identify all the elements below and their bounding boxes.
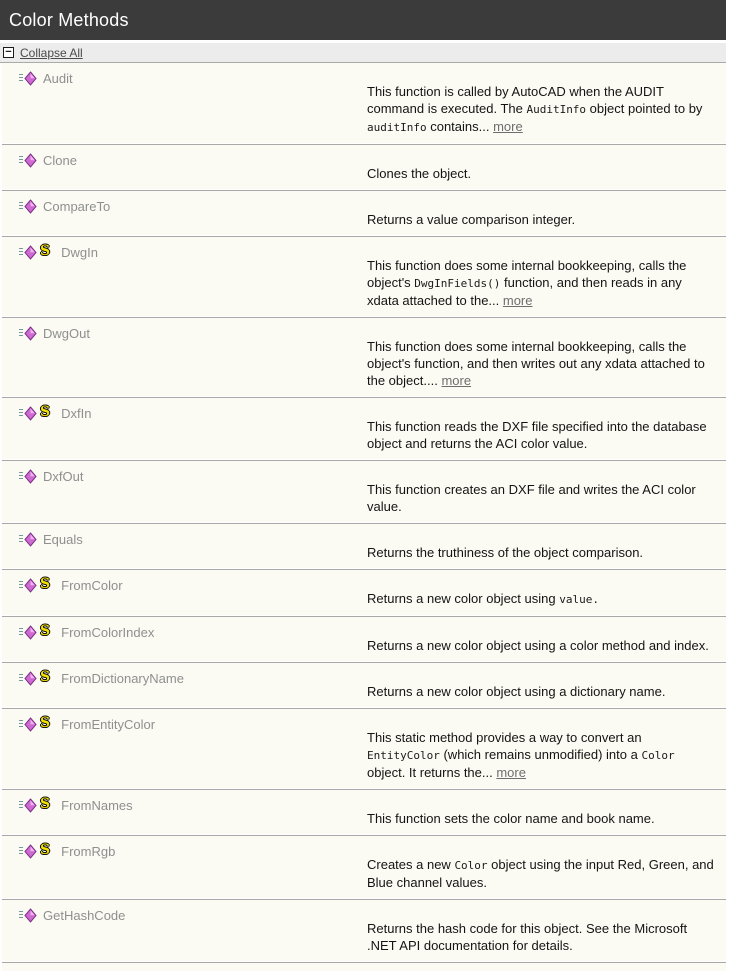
method-description [367,237,726,317]
more-link[interactable]: more [441,373,472,388]
method-header-cell [2,191,367,236]
method-description [367,398,726,460]
method-icon [19,532,38,547]
method-row [2,318,726,398]
description-text: contains... [426,119,494,134]
method-header-cell [2,663,367,708]
static-icon: S [40,669,51,685]
method-name-link[interactable]: DwgOut [43,326,90,341]
page-title: Color Methods [9,9,129,30]
method-description [367,709,726,789]
method-description [367,663,726,708]
method-icon [19,844,38,859]
method-name-link[interactable]: DxfOut [43,469,84,484]
description-text: Returns a new color object using [367,591,560,606]
method-icon [19,245,38,260]
description-text: This static method provides a way to convert an [367,730,642,745]
static-icon: S [40,243,51,259]
method-icon [19,908,38,923]
method-name-link[interactable]: DwgIn [61,245,98,260]
static-icon: S [40,715,51,731]
method-icon [19,153,38,168]
method-name-link[interactable]: FromColorIndex [61,625,155,640]
partial-next-row [2,963,726,971]
method-header-cell [2,63,367,144]
description-text: Returns a value comparison integer. [367,212,576,227]
description-text: function, and then reads in any xdata attached to the... [367,275,682,308]
description-text: Returns a new color object using a dictionary name. [367,684,666,699]
method-icon [19,671,38,686]
method-icon [19,326,38,341]
collapse-all-bar [0,43,726,63]
method-header-cell [2,570,367,616]
method-name-link[interactable]: FromNames [61,798,133,813]
method-icon [19,71,38,86]
description-text: (which remains unmodified) into a [439,747,642,762]
method-row [2,145,726,191]
method-name-link[interactable]: DxfIn [61,406,92,421]
method-row [2,900,726,963]
method-icon [19,406,38,421]
inline-code: DwgInFields() [414,277,501,290]
method-header-cell [2,900,367,962]
more-link[interactable]: more [496,765,526,780]
description-text: object. It returns the... [367,765,497,780]
description-text: object using the input Red, Green, and Blue channel values. [367,857,714,890]
collapse-all-icon[interactable]: − [3,47,14,58]
method-header-cell [2,237,367,317]
description-text: Returns a new color object using a color method and index. [367,638,709,653]
method-icon [19,469,38,484]
method-header-cell [2,790,367,835]
method-row [2,63,726,145]
method-description [367,145,726,190]
method-icon [19,625,38,640]
method-row [2,237,726,318]
description-text: Creates a new [367,857,455,872]
inline-code: Color [454,859,488,872]
description-text: Returns the hash code for this object. See the Microsoft .NET API documentation for details. [367,921,688,953]
description-text: This function sets the color name and book name. [367,811,655,826]
description-text: object pointed to by [586,101,703,116]
method-name-link[interactable]: GetHashCode [43,908,126,923]
inline-code: value. [559,593,599,606]
method-row [2,663,726,709]
method-description [367,191,726,236]
method-icon [19,717,38,732]
description-text: This function does some internal bookkeeping, calls the object's function, and then writes out any xdata attached to the object.... [367,339,705,388]
inline-code: EntityColor [367,749,440,762]
static-icon: S [40,404,51,420]
method-name-link[interactable]: Equals [43,532,83,547]
method-description [367,318,726,397]
inline-code: auditInfo [367,121,427,134]
method-description [367,836,726,899]
method-icon [19,199,38,214]
method-header-cell [2,524,367,569]
method-row [2,617,726,663]
description-text: This function is called by AutoCAD when the AUDIT command is executed. The [367,84,664,116]
inline-code: Color [641,749,675,762]
method-row [2,570,726,617]
method-name-link[interactable]: CompareTo [43,199,111,214]
method-name-link[interactable]: FromColor [61,578,123,593]
more-link[interactable]: more [493,119,523,134]
inline-code: AuditInfo [526,103,587,116]
method-header-cell [2,398,367,460]
method-description [367,900,726,962]
method-description [367,570,726,616]
method-name-link[interactable]: FromRgb [61,844,116,859]
method-row [2,398,726,461]
method-header-cell [2,461,367,523]
method-row [2,524,726,570]
page-header [0,0,726,40]
method-name-link[interactable]: Clone [43,153,77,168]
method-header-cell [2,318,367,397]
description-text: This function creates an DXF file and writes the ACI color value. [367,482,696,514]
method-description [367,63,726,144]
methods-list [2,63,726,963]
method-row [2,836,726,900]
method-row [2,461,726,524]
static-icon: S [40,623,51,639]
description-text: This function reads the DXF file specified into the database object and returns the ACI color value. [367,419,707,451]
method-description [367,461,726,523]
method-header-cell [2,145,367,190]
method-icon [19,578,38,593]
method-description [367,790,726,835]
method-header-cell [2,836,367,899]
method-icon [19,798,38,813]
static-icon: S [40,576,51,592]
method-description [367,617,726,662]
method-row [2,709,726,790]
description-text: Returns the truthiness of the object comparison. [367,545,644,560]
description-text: Clones the object. [367,166,472,181]
method-name-link[interactable]: FromDictionaryName [61,671,184,686]
method-name-link[interactable]: FromEntityColor [61,717,156,732]
description-text: This function does some internal bookkeeping, calls the object's [367,258,687,290]
static-icon: S [40,796,51,812]
collapse-all-link[interactable]: Collapse All [20,45,83,60]
method-header-cell [2,709,367,789]
method-header-cell [2,617,367,662]
static-icon: S [40,842,51,858]
method-name-link[interactable]: Audit [43,71,73,86]
method-description [367,524,726,569]
method-row [2,191,726,237]
method-row [2,790,726,836]
more-link[interactable]: more [502,293,533,308]
